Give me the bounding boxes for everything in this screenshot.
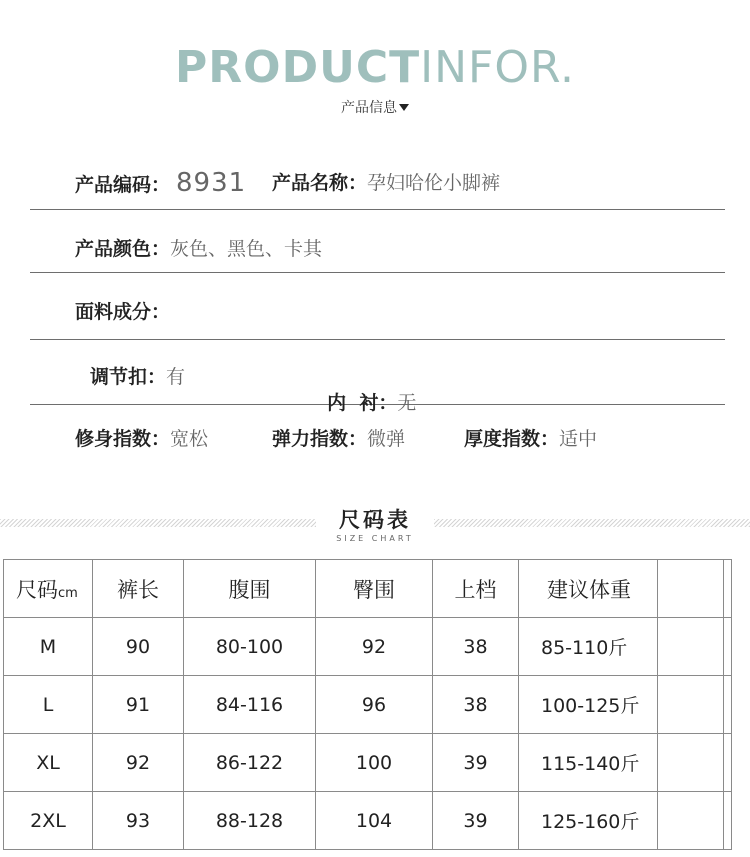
hip-header: 臀围: [316, 560, 433, 618]
size-row-l: [4, 676, 732, 734]
empty-cell: [724, 560, 732, 618]
waist-cell: 80-100: [184, 618, 316, 676]
length-cell: 93: [93, 792, 184, 850]
product-name-label: 产品名称：: [272, 172, 368, 194]
size-header-cell: [4, 560, 93, 618]
fit-index-value: 宽松: [170, 428, 209, 450]
header-subtitle-text: 产品信息: [341, 100, 397, 116]
size-chart-title: 尺码表: [339, 508, 411, 532]
info-row-buckle-lining: [30, 345, 725, 414]
empty-cell: [724, 734, 732, 792]
size-row-m: [4, 618, 732, 676]
header-title: [0, 40, 750, 96]
buckle-value: 有: [166, 366, 186, 388]
empty-cell: [658, 560, 724, 618]
waist-header: 腹围: [184, 560, 316, 618]
header-subtitle: [0, 98, 750, 118]
size-table: [3, 559, 732, 850]
hip-cell: 104: [316, 792, 433, 850]
size-cell: XL: [4, 734, 93, 792]
product-name-field: [272, 170, 500, 196]
info-row-color: [30, 214, 725, 273]
buckle-field: [90, 364, 185, 390]
product-color-field: [75, 236, 322, 262]
rise-cell: 38: [433, 618, 519, 676]
empty-cell: [658, 792, 724, 850]
empty-cell: [724, 792, 732, 850]
stretch-index-field: [272, 426, 405, 452]
weight-cell: 115-140斤: [519, 734, 658, 792]
product-code-label: 产品编码：: [75, 174, 171, 196]
size-header: 尺码: [16, 577, 58, 602]
thickness-index-label: 厚度指数：: [464, 428, 560, 450]
fabric-field: [75, 299, 170, 325]
length-cell: 91: [93, 676, 184, 734]
empty-cell: [724, 676, 732, 734]
info-row-fabric: [30, 280, 725, 340]
lining-label: 内 衬：: [327, 392, 398, 414]
stretch-index-value: 微弹: [367, 428, 406, 450]
stretch-index-label: 弹力指数：: [272, 428, 368, 450]
empty-cell: [724, 618, 732, 676]
header-title-light: INFOR.: [420, 42, 575, 93]
info-row-code-name: [30, 150, 725, 210]
header-title-bold: PRODUCT: [175, 42, 421, 93]
info-row-indices: [30, 410, 725, 469]
length-header: 裤长: [93, 560, 184, 618]
rise-cell: 39: [433, 734, 519, 792]
size-cell: M: [4, 618, 93, 676]
hip-cell: 96: [316, 676, 433, 734]
length-cell: 90: [93, 618, 184, 676]
size-row-xl: [4, 734, 732, 792]
buckle-label: 调节扣：: [90, 366, 167, 388]
rise-cell: 38: [433, 676, 519, 734]
weight-cell: 85-110斤: [519, 618, 658, 676]
rise-cell: 39: [433, 792, 519, 850]
thickness-index-field: [464, 426, 597, 452]
heading-stripe-left: [0, 519, 316, 527]
waist-cell: 88-128: [184, 792, 316, 850]
product-color-label: 产品颜色：: [75, 238, 171, 260]
empty-cell: [658, 734, 724, 792]
size-chart-subtitle: SIZE CHART: [336, 534, 414, 543]
fabric-label: 面料成分：: [75, 301, 171, 323]
size-unit: cm: [58, 585, 78, 601]
size-table-header-row: [4, 560, 732, 618]
fit-index-label: 修身指数：: [75, 428, 171, 450]
heading-stripe-right: [434, 519, 750, 527]
product-info-header: [0, 40, 750, 118]
triangle-down-icon: [399, 104, 409, 111]
waist-cell: 86-122: [184, 734, 316, 792]
product-name-value: 孕妇哈伦小脚裤: [367, 172, 501, 194]
product-code-value: 8931: [176, 168, 247, 198]
weight-cell: 125-160斤: [519, 792, 658, 850]
length-cell: 92: [93, 734, 184, 792]
size-cell: 2XL: [4, 792, 93, 850]
fit-index-field: [75, 426, 208, 452]
hip-cell: 92: [316, 618, 433, 676]
lining-value: 无: [397, 392, 417, 414]
size-cell: L: [4, 676, 93, 734]
size-row-2xl: [4, 792, 732, 850]
hip-cell: 100: [316, 734, 433, 792]
rise-header: 上档: [433, 560, 519, 618]
empty-cell: [658, 676, 724, 734]
empty-cell: [658, 618, 724, 676]
product-code-field: [75, 170, 246, 198]
product-color-value: 灰色、黑色、卡其: [170, 238, 323, 260]
size-chart-heading: [0, 500, 750, 550]
waist-cell: 84-116: [184, 676, 316, 734]
thickness-index-value: 适中: [559, 428, 598, 450]
weight-cell: 100-125斤: [519, 676, 658, 734]
weight-header: 建议体重: [519, 560, 658, 618]
